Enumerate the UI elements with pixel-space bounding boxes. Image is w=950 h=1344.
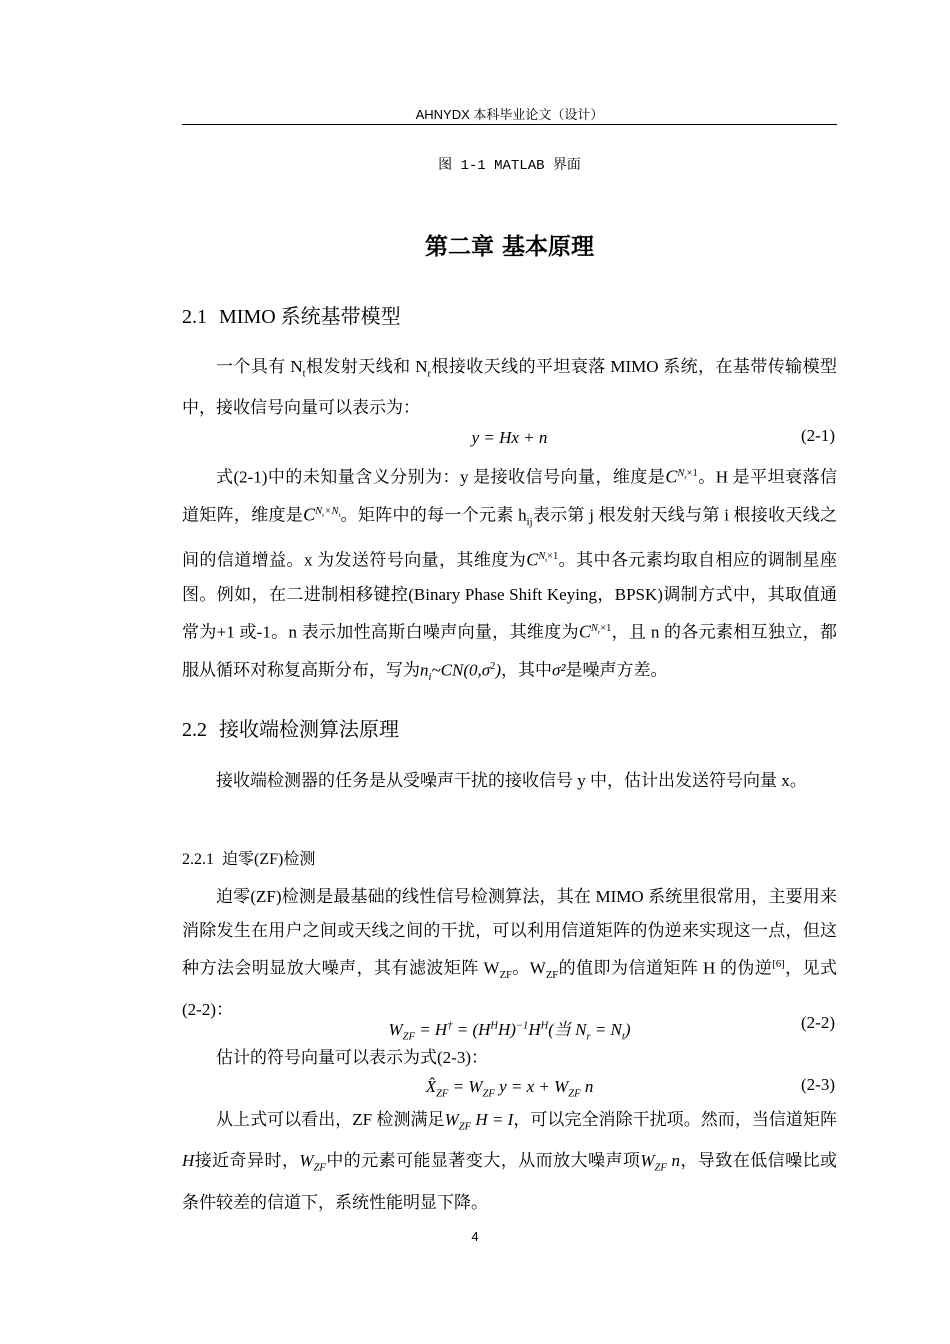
figure-caption: 图 1-1 MATLAB 界面 [438, 158, 581, 174]
paragraph-zf-analysis: 从上式可以看出，ZF 检测满足$W_{ZF}$ H = I，可以完全消除干扰项。然而，当信道矩阵H接近奇异时，$W_{ZF}$中的元素可能显著变大，从而放大噪声项$W_{ZF}$ n，导致在低信噪比或条件较差的信道下，系统性能明显下降。 [182, 1110, 838, 1212]
equation-2-2 [182, 1013, 837, 1041]
section-heading-2-2 [182, 713, 837, 742]
paragraph-estimate: 估计的符号向量可以表示为式(2-3)： [216, 1048, 488, 1067]
equation-number: (2-3) [801, 1075, 835, 1094]
subsection-number: 2.2.1 [182, 851, 214, 868]
page-number: 4 [471, 1229, 479, 1244]
equation-body: $W_{ZF} = H^\dagger = (H^HH)^{-1}H^H$(当 $N_r = N_t$) [388, 1020, 631, 1043]
paragraph-mimo-model: 一个具有 $N_t$根发射天线和 $N_r$根接收天线的平坦衰落 MIMO 系统，在基带传输模型中，接收信号向量可以表示为： [182, 357, 838, 418]
equation-2-3 [182, 1075, 837, 1103]
section-number: 2.1 [182, 306, 207, 328]
section-number: 2.2 [182, 719, 207, 741]
equation-number: (2-2) [801, 1013, 835, 1032]
equation-number: (2-1) [801, 426, 835, 445]
chapter-title: 第二章 基本原理 [424, 234, 594, 260]
equation-body: y = Hx + n [471, 428, 548, 447]
subsection-title: 迫零(ZF)检测 [222, 851, 316, 868]
running-header: AHNYDX 本科毕业论文（设计） [415, 107, 604, 122]
paragraph-zf-intro: 迫零(ZF)检测是最基础的线性信号检测算法，其在 MIMO 系统里很常用，主要用来消除发生在用户之间或天线之间的干扰，可以利用信道矩阵的伪逆来实现这一点，但这种方法会明显放大噪声，其有滤波矩阵 $W_{ZF}$。$W_{ZF}$的值即为信道矩阵 H 的伪逆[6]，见式(2-2)： [182, 887, 838, 1020]
header-rule [182, 124, 837, 125]
section-title: 接收端检测算法原理 [219, 719, 399, 741]
subsection-heading-2-2-1 [182, 846, 837, 869]
section-heading-2-1 [182, 300, 837, 329]
paragraph-variable-definitions: 式(2-1)中的未知量含义分别为：y 是接收信号向量，维度是$C^{N_r\times 1}$。H 是平坦衰落信道矩阵，维度是$C^{N_r\times N_t}$。矩阵中的每一个元素 $h_{ij}$表示第 j 根发射天线与第 i 根接收天线之间的信道增益。x 为发送符号向量，其维度为$C^{N_t\times 1}$。其中各元素均取自相应的调制星座图。例如，在二进制相移键控(Binary Phase Shift Keying，BPSK)调制方式中，其取值通常为+1 或-1。n 表示加性高斯白噪声向量，其维度为$C^{N_r\times 1}$，且 n 的各元素相互独立，都服从循环对称复高斯分布，写为$n_i\sim CN(0,\sigma^2)$，其中σ²是噪声方差。 [182, 466, 838, 684]
paragraph-detector-task: 接收端检测器的任务是从受噪声干扰的接收信号 y 中，估计出发送符号向量 x。 [216, 771, 807, 790]
equation-2-1 [182, 426, 837, 454]
section-title: MIMO 系统基带模型 [219, 306, 401, 328]
equation-body: $X̂_{ZF} = W_{ZF}$ $y = x + W_{ZF}$ n [425, 1077, 594, 1100]
